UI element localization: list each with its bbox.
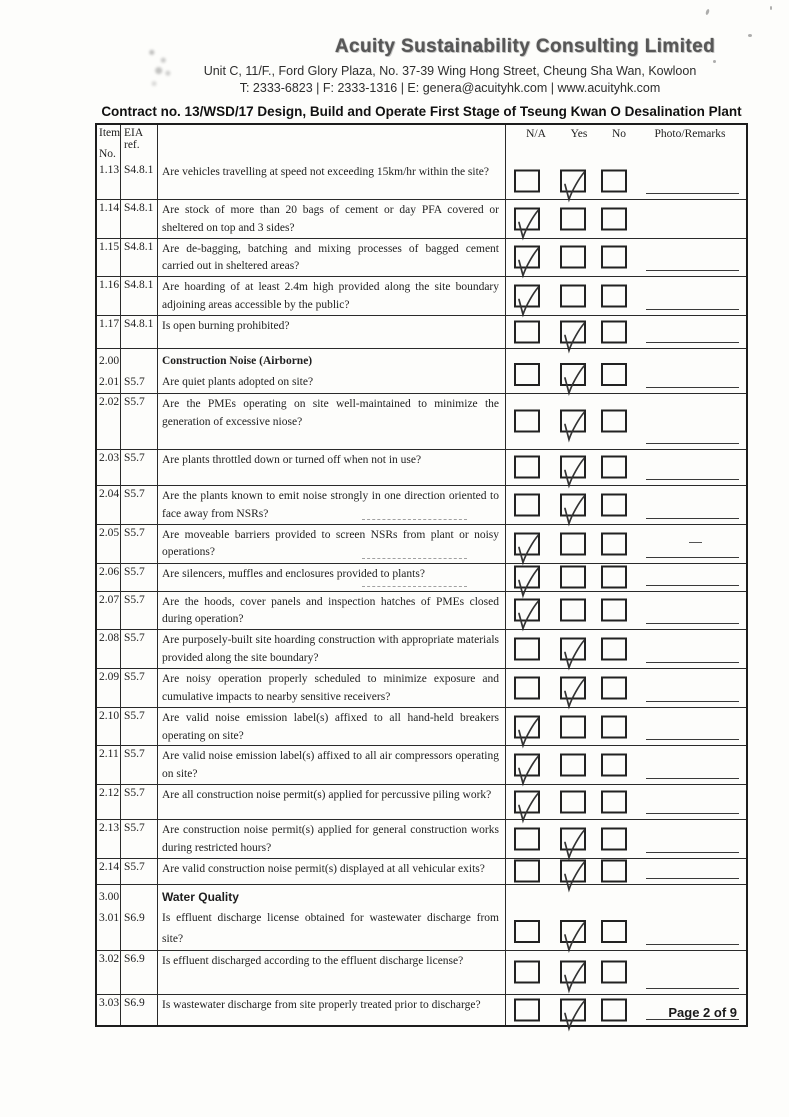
eia-ref <box>124 887 157 908</box>
question-text: Are purposely-built site hoarding construction with appropriate materials provided along the site boundary? <box>162 634 499 664</box>
checkbox-na[interactable] <box>514 599 540 622</box>
question-text: Is open burning prohibited? <box>162 319 290 332</box>
question-cell <box>158 162 506 199</box>
checkbox-na[interactable] <box>514 363 540 386</box>
checkbox-yes[interactable] <box>560 920 586 943</box>
checkbox-yes[interactable] <box>560 715 586 738</box>
header-item-line2: No. <box>99 148 116 160</box>
checkbox-yes[interactable] <box>560 599 586 622</box>
answer-cell <box>506 239 746 277</box>
eia-ref-cell: S5.7 <box>121 592 158 630</box>
checkbox-no[interactable] <box>601 599 627 622</box>
item-no-cell: 2.09 <box>97 669 121 707</box>
checkbox-no[interactable] <box>601 920 627 943</box>
answer-cell <box>506 746 746 784</box>
question-cell <box>158 592 506 630</box>
answer-cell <box>506 951 746 994</box>
checkbox-yes[interactable] <box>560 754 586 777</box>
answer-cell <box>506 162 746 199</box>
scan-mark <box>362 586 467 587</box>
item-no-cell: 2.11 <box>97 746 121 784</box>
company-contact: T: 2333-6823 | F: 2333-1316 | E: genera@acuityhk.com | www.acuityhk.com <box>239 81 661 95</box>
table-row <box>97 348 746 393</box>
eia-ref-cell: S4.8.1 <box>121 277 158 315</box>
item-no-cell: 2.14 <box>97 859 121 884</box>
answer-cell <box>506 859 746 884</box>
checkbox-yes[interactable] <box>560 363 586 386</box>
item-no-cell: 3.02 <box>97 951 121 994</box>
question-text: Are valid noise emission label(s) affixed to all air compressors operating on site? <box>162 750 499 781</box>
checkbox-no[interactable] <box>601 827 627 850</box>
checkbox-na[interactable] <box>514 791 540 814</box>
question-cell <box>158 746 506 784</box>
checkbox-no[interactable] <box>601 532 627 555</box>
checkbox-na[interactable] <box>514 715 540 738</box>
question-cell <box>158 785 506 819</box>
question-cell <box>158 486 506 524</box>
table-row <box>97 485 746 524</box>
question-cell <box>158 820 506 858</box>
answer-cell <box>506 820 746 858</box>
checkbox-yes[interactable] <box>560 827 586 850</box>
checkbox-yes[interactable] <box>560 791 586 814</box>
check-mark <box>559 964 589 996</box>
item-no-cell: 1.17 <box>97 316 121 348</box>
question-cell <box>158 450 506 485</box>
checkbox-na[interactable] <box>514 246 540 269</box>
checkbox-no[interactable] <box>601 456 627 479</box>
answer-cell <box>506 394 746 449</box>
checkbox-no[interactable] <box>601 715 627 738</box>
page-number: Page 2 of 9 <box>668 1005 737 1020</box>
checkbox-yes[interactable] <box>560 410 586 433</box>
remarks-line[interactable] <box>646 623 739 624</box>
table-row <box>97 745 746 784</box>
eia-ref-cell: S4.8.1 <box>121 200 158 238</box>
question-cell <box>158 564 506 591</box>
remarks-line[interactable] <box>646 778 739 779</box>
eia-ref-cell: S5.7 <box>121 859 158 884</box>
item-no-cell: 2.07 <box>97 592 121 630</box>
answer-cell <box>506 450 746 485</box>
header-no: No <box>611 128 627 140</box>
remarks-line[interactable] <box>646 739 739 740</box>
checkbox-na[interactable] <box>514 285 540 308</box>
question-text: Are construction noise permit(s) applied for general construction works during restricted hours? <box>162 824 499 854</box>
table-row <box>97 393 746 449</box>
answer-cell <box>506 669 746 707</box>
company-name: Acuity Sustainability Consulting Limited <box>334 36 716 57</box>
item-no: 3.00 <box>99 890 120 903</box>
checkbox-yes[interactable] <box>560 532 586 555</box>
table-row <box>97 276 746 315</box>
question-text: Are plants throttled down or turned off when not in use? <box>162 453 422 466</box>
checkbox-na[interactable] <box>514 456 540 479</box>
item-no-cell <box>97 885 121 950</box>
checklist-table <box>95 123 748 1027</box>
checkbox-na[interactable] <box>514 566 540 589</box>
item-no-cell: 3.03 <box>97 995 121 1025</box>
checkbox-na[interactable] <box>514 998 540 1021</box>
eia-ref-cell: S5.7 <box>121 785 158 819</box>
header-item-line1: Item <box>99 127 121 139</box>
answer-cell <box>506 592 746 630</box>
checkbox-yes[interactable] <box>560 285 586 308</box>
question-text: Is effluent discharge license obtained for wastewater discharge from site? <box>162 911 499 945</box>
item-no-cell: 2.03 <box>97 450 121 485</box>
scan-artifact <box>748 34 752 37</box>
checkbox-no[interactable] <box>601 754 627 777</box>
eia-ref: S5.7 <box>124 375 145 388</box>
item-no: 3.01 <box>99 911 120 924</box>
header-remarks: Photo/Remarks <box>654 128 726 140</box>
remarks-line[interactable] <box>646 270 739 271</box>
eia-ref: S6.9 <box>124 911 145 924</box>
question-cell <box>158 316 506 348</box>
section-title: Construction Noise (Airborne) <box>162 354 313 367</box>
eia-ref-cell: S5.7 <box>121 746 158 784</box>
checkbox-yes[interactable] <box>560 493 586 516</box>
question-cell <box>158 239 506 277</box>
table-row <box>97 707 746 746</box>
checkbox-no[interactable] <box>601 246 627 269</box>
question-cell <box>158 349 506 393</box>
remarks-line[interactable] <box>646 701 739 702</box>
item-no-cell: 2.08 <box>97 630 121 668</box>
question-text: Are the plants known to emit noise strongly in one direction oriented to face away from NSRs? <box>162 489 499 520</box>
remarks-line[interactable] <box>646 193 739 194</box>
remarks-line[interactable] <box>646 988 739 989</box>
checkbox-na[interactable] <box>514 961 540 984</box>
item-no: 2.00 <box>99 354 120 367</box>
item-no-cell: 1.14 <box>97 200 121 238</box>
answer-cell <box>506 316 746 348</box>
checkbox-no[interactable] <box>601 285 627 308</box>
checkbox-na[interactable] <box>514 410 540 433</box>
table-row <box>97 238 746 277</box>
table-row <box>97 591 746 630</box>
scan-artifact <box>770 6 772 10</box>
question-text: Are quiet plants adopted on site? <box>162 375 314 388</box>
checkbox-na[interactable] <box>514 676 540 699</box>
check-mark <box>559 1001 589 1033</box>
eia-ref-cell <box>121 885 158 950</box>
item-no-cell: 2.10 <box>97 708 121 746</box>
header-item-no <box>97 125 121 162</box>
answer-cell <box>506 277 746 315</box>
question-cell <box>158 277 506 315</box>
checkbox-yes[interactable] <box>560 998 586 1021</box>
eia-ref-cell: S5.7 <box>121 669 158 707</box>
table-row <box>97 629 746 668</box>
answer-cell <box>506 200 746 238</box>
checkbox-yes[interactable] <box>560 676 586 699</box>
item-no-cell: 2.05 <box>97 525 121 563</box>
checkbox-na[interactable] <box>514 920 540 943</box>
question-cell <box>158 630 506 668</box>
table-row <box>97 449 746 485</box>
check-mark <box>559 413 589 445</box>
question-cell <box>158 995 506 1025</box>
question-cell <box>158 669 506 707</box>
remarks-line[interactable] <box>646 387 739 388</box>
item-no-cell: 2.04 <box>97 486 121 524</box>
answer-cell <box>506 708 746 746</box>
checkbox-yes[interactable] <box>560 207 586 230</box>
header-na: N/A <box>526 128 546 140</box>
item-no-cell <box>97 349 121 393</box>
checkbox-na[interactable] <box>514 754 540 777</box>
question-cell <box>158 394 506 449</box>
checkbox-yes[interactable] <box>560 320 586 343</box>
checkbox-yes[interactable] <box>560 456 586 479</box>
eia-ref-cell: S5.7 <box>121 486 158 524</box>
table-row <box>97 819 746 858</box>
question-cell <box>158 525 506 563</box>
table-row <box>97 199 746 238</box>
question-text: Is effluent discharged according to the effluent discharge license? <box>162 954 464 967</box>
checkbox-yes[interactable] <box>560 860 586 883</box>
remarks-line[interactable] <box>646 342 739 343</box>
remarks-line[interactable] <box>646 443 739 444</box>
remarks-line[interactable] <box>646 557 739 558</box>
answer-cell <box>506 885 746 950</box>
item-no-cell: 1.13 <box>97 162 121 199</box>
question-text: Are all construction noise permit(s) applied for percussive piling work? <box>162 789 492 801</box>
item-no-cell: 1.16 <box>97 277 121 315</box>
item-no-cell: 2.12 <box>97 785 121 819</box>
checkbox-no[interactable] <box>601 410 627 433</box>
checkbox-no[interactable] <box>601 169 627 192</box>
checkbox-no[interactable] <box>601 676 627 699</box>
answer-cell <box>506 349 746 393</box>
table-row <box>97 858 746 884</box>
header-question <box>158 125 506 162</box>
remarks-line[interactable] <box>646 878 739 879</box>
remarks-line[interactable] <box>646 662 739 663</box>
question-text: Are hoarding of at least 2.4m high provided along the site boundary adjoining areas accessible by the public? <box>162 281 499 312</box>
item-no-cell: 1.15 <box>97 239 121 277</box>
question-text: Are vehicles travelling at speed not exceeding 15km/hr within the site? <box>162 166 490 178</box>
table-header-row <box>97 125 746 162</box>
table-row <box>97 668 746 707</box>
eia-ref-cell: S5.7 <box>121 525 158 563</box>
header-answers <box>506 125 746 162</box>
question-cell <box>158 859 506 884</box>
item-no: 2.01 <box>99 375 120 388</box>
remarks-line[interactable] <box>646 585 739 586</box>
question-cell <box>158 708 506 746</box>
checkbox-yes[interactable] <box>560 566 586 589</box>
checkbox-yes[interactable] <box>560 961 586 984</box>
checkbox-no[interactable] <box>601 961 627 984</box>
question-text: Are silencers, muffles and enclosures provided to plants? <box>162 567 425 580</box>
answer-cell <box>506 785 746 819</box>
eia-ref-cell <box>121 349 158 393</box>
remarks-line[interactable] <box>646 813 739 814</box>
remarks-line[interactable] <box>646 852 739 853</box>
question-text: Are stock of more than 20 bags of cement or day PFA covered or sheltered on top and 3 sides? <box>162 204 499 234</box>
checkbox-na[interactable] <box>514 169 540 192</box>
eia-ref-cell: S4.8.1 <box>121 316 158 348</box>
question-text: Is wastewater discharge from site properly treated prior to discharge? <box>162 998 481 1011</box>
table-row <box>97 162 746 199</box>
answer-cell <box>506 630 746 668</box>
header-yes: Yes <box>570 128 588 140</box>
answer-cell <box>506 486 746 524</box>
item-no-cell: 2.06 <box>97 564 121 591</box>
company-address: Unit C, 11/F., Ford Glory Plaza, No. 37-39 Wing Hong Street, Cheung Sha Wan, Kowloon <box>203 64 697 78</box>
question-text: Are valid construction noise permit(s) displayed at all vehicular exits? <box>162 862 485 875</box>
checkbox-na[interactable] <box>514 638 540 661</box>
checkbox-na[interactable] <box>514 320 540 343</box>
question-text: Are de-bagging, batching and mixing processes of bagged cement carried out in sheltered areas? <box>162 242 499 273</box>
eia-ref-cell: S6.9 <box>121 995 158 1025</box>
scan-artifact <box>705 9 710 16</box>
table-row <box>97 994 746 1025</box>
remarks-line[interactable] <box>646 944 739 945</box>
eia-ref-cell: S5.7 <box>121 564 158 591</box>
question-text: Are the hoods, cover panels and inspection hatches of PMEs closed during operation? <box>162 595 499 626</box>
question-text: Are moveable barriers provided to screen NSRs from plant or noisy operations? <box>162 528 499 559</box>
checkbox-na[interactable] <box>514 493 540 516</box>
eia-ref-cell: S4.8.1 <box>121 239 158 277</box>
question-cell <box>158 200 506 238</box>
checklist-rows <box>97 162 746 1025</box>
scan-mark <box>362 519 467 520</box>
scan-artifact <box>713 60 716 63</box>
question-cell <box>158 951 506 994</box>
eia-ref <box>124 351 157 372</box>
checkbox-na[interactable] <box>514 827 540 850</box>
checkbox-no[interactable] <box>601 791 627 814</box>
checkbox-yes[interactable] <box>560 638 586 661</box>
remarks-line[interactable] <box>646 479 739 480</box>
item-no-cell: 2.02 <box>97 394 121 449</box>
checkbox-no[interactable] <box>601 207 627 230</box>
eia-ref-cell: S5.7 <box>121 450 158 485</box>
checkbox-yes[interactable] <box>560 246 586 269</box>
eia-ref-cell: S5.7 <box>121 394 158 449</box>
table-row <box>97 315 746 348</box>
table-row <box>97 524 746 563</box>
checkbox-no[interactable] <box>601 638 627 661</box>
question-text: Are valid noise emission label(s) affixed to all hand-held breakers operating on site? <box>162 711 499 742</box>
checkbox-no[interactable] <box>601 566 627 589</box>
table-row <box>97 950 746 994</box>
item-no-cell: 2.13 <box>97 820 121 858</box>
eia-ref-cell: S5.7 <box>121 708 158 746</box>
table-row <box>97 563 746 591</box>
eia-ref-cell: S5.7 <box>121 820 158 858</box>
table-row <box>97 884 746 950</box>
question-text: Are the PMEs operating on site well-maintained to minimize the generation of excessive niose? <box>162 397 499 428</box>
checkbox-no[interactable] <box>601 493 627 516</box>
scan-mark <box>362 558 467 559</box>
table-row <box>97 784 746 819</box>
eia-ref-cell: S4.8.1 <box>121 162 158 199</box>
remarks-line[interactable] <box>646 518 739 519</box>
checkbox-yes[interactable] <box>560 169 586 192</box>
checkbox-na[interactable] <box>514 207 540 230</box>
remarks-line[interactable] <box>646 309 739 310</box>
checkbox-no[interactable] <box>601 363 627 386</box>
checkbox-no[interactable] <box>601 320 627 343</box>
question-cell <box>158 885 506 950</box>
page-title: Contract no. 13/WSD/17 Design, Build and Operate First Stage of Tseung Kwan O Desalination Plant <box>101 104 742 119</box>
checkbox-na[interactable] <box>514 860 540 883</box>
checkbox-na[interactable] <box>514 532 540 555</box>
question-text: Are noisy operation properly scheduled to minimize exposure and cumulative impacts to nearby sensitive receivers? <box>162 673 499 703</box>
scan-mark <box>689 542 702 543</box>
answer-cell <box>506 525 746 563</box>
checkbox-no[interactable] <box>601 860 627 883</box>
eia-ref-cell: S6.9 <box>121 951 158 994</box>
eia-ref-cell: S5.7 <box>121 630 158 668</box>
answer-cell <box>506 564 746 591</box>
section-title: Water Quality <box>162 889 239 904</box>
header-eia-ref: EIA ref. <box>121 125 158 162</box>
checkbox-no[interactable] <box>601 998 627 1021</box>
